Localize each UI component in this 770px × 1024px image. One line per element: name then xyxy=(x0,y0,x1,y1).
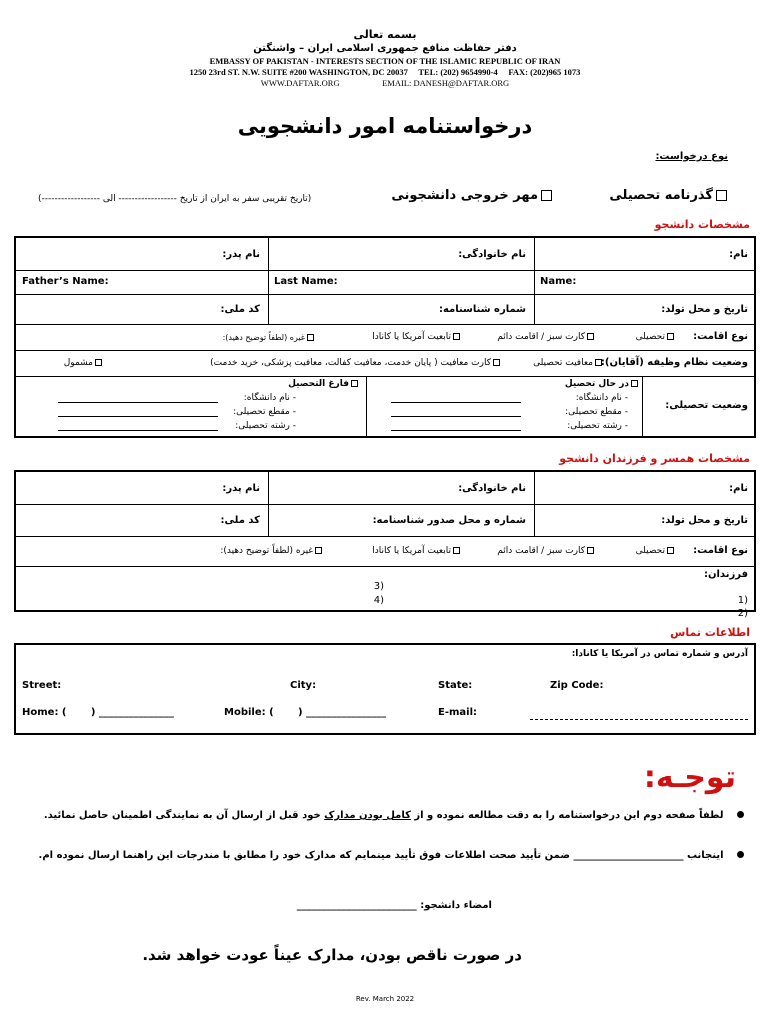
student-father-fa-label: نام پدر: xyxy=(222,249,260,260)
student-res-green[interactable]: کارت سبز / اقامت دائم xyxy=(497,332,596,342)
children-label: فرزندان: xyxy=(703,569,748,580)
request-option-transcript[interactable]: گذرنامه تحصیلی xyxy=(609,188,730,203)
notice-line-1: لطفاً صفحه دوم این درخواستنامه را به دقت مطالعه نموده و از کامل بودن مدارک خود قبل از ارسال آن به نمایندگی اطمینان حاصل نمائید. xyxy=(44,810,744,821)
basmala: بسمه تعالی xyxy=(353,28,417,41)
student-res-other[interactable]: غیره (لطفاً توضیح دهید): xyxy=(223,333,316,342)
contact-section-heading: اطلاعات تماس xyxy=(670,626,750,639)
edu-current-degree-line[interactable] xyxy=(391,416,521,417)
student-father-en-label: Father’s Name: xyxy=(22,276,109,287)
city-label: City: xyxy=(290,680,317,691)
family-lastname-label: نام خانوادگی: xyxy=(458,483,526,494)
family-res-citizen[interactable]: تابعیت آمریکا یا کانادا xyxy=(372,546,462,556)
edu-graduated[interactable]: فارغ التحصیل xyxy=(288,379,360,389)
edu-current-degree-label: - مقطع تحصیلی: xyxy=(565,407,628,417)
student-lastname-fa-label: نام خانوادگی: xyxy=(458,249,526,260)
notice-line-2: اینجانب ______________________ ضمن تأیید صحت اطلاعات فوق تأیید مینمایم که مدارک خود را مطابق با مندرجات این راهنما ارسال نموده ام. xyxy=(39,850,744,861)
bullet-icon xyxy=(737,811,744,818)
transcript-checkbox[interactable] xyxy=(716,190,727,201)
state-label: State: xyxy=(438,680,473,691)
student-lastname-en-label: Last Name: xyxy=(274,276,338,287)
child-4: 4) xyxy=(373,595,384,606)
request-option-exit-stamp[interactable]: مهر خروجی دانشجونی xyxy=(391,188,555,203)
student-residency-label: نوع اقامت: xyxy=(693,331,748,342)
edu-grad-major-line[interactable] xyxy=(58,430,218,431)
family-id-issue-label: شماره و محل صدور شناسنامه: xyxy=(372,515,526,526)
family-res-other[interactable]: غیره (لطفاً توضیح دهید): xyxy=(220,546,324,556)
incomplete-documents-warning: در صورت ناقص بودن، مدارک عیناً عودت خواهد شد. xyxy=(142,946,522,964)
education-status-label: وضعیت تحصیلی: xyxy=(665,400,748,411)
embassy-name-en: EMBASSY OF PAKISTAN - INTERESTS SECTION OF THE ISLAMIC REPUBLIC OF IRAN xyxy=(209,56,561,66)
military-subject[interactable]: مشمول xyxy=(64,358,104,368)
family-section-heading: مشخصات همسر و فرزندان دانشجو xyxy=(559,452,750,465)
edu-grad-university-line[interactable] xyxy=(58,402,218,403)
student-section-heading: مشخصات دانشجو xyxy=(654,218,750,231)
page-title: درخواستنامه امور دانشجویی xyxy=(237,114,533,138)
child-1: 1) xyxy=(737,595,748,606)
family-name-label: نام: xyxy=(729,483,748,494)
contact-address-label: آدرس و شماره تماس در آمریکا یا کانادا: xyxy=(571,649,748,659)
family-father-label: نام پدر: xyxy=(222,483,260,494)
child-2: 2) xyxy=(737,608,748,619)
student-res-citizen[interactable]: تابعیت آمریکا یا کانادا xyxy=(372,332,462,342)
contact-info-box xyxy=(14,643,756,735)
edu-current-major-label: - رشته تحصیلی: xyxy=(567,421,628,431)
student-name-en-label: Name: xyxy=(540,276,577,287)
family-national-code-label: کد ملی: xyxy=(220,515,260,526)
family-res-student[interactable]: تحصیلی xyxy=(636,546,676,556)
revision-note: Rev. March 2022 xyxy=(355,995,415,1003)
student-national-code-label: کد ملی: xyxy=(220,304,260,315)
exit-stamp-checkbox[interactable] xyxy=(541,190,552,201)
request-type-label: نوع درخواست: xyxy=(655,151,728,162)
bullet-icon xyxy=(737,851,744,858)
family-birth-label: تاریخ و محل تولد: xyxy=(661,515,748,526)
office-name-fa: دفتر حفاظت منافع جمهوری اسلامی ایران – واشنگتن xyxy=(253,43,517,54)
edu-current[interactable]: در حال تحصیل xyxy=(565,379,640,389)
edu-grad-major-label: - رشته تحصیلی: xyxy=(235,421,296,431)
family-info-table xyxy=(14,470,756,619)
home-phone-label: Home: ( ) _______________ xyxy=(22,707,174,718)
edu-grad-degree-line[interactable] xyxy=(58,416,218,417)
student-info-table xyxy=(14,236,756,438)
military-status-label: وضعیت نظام وظیفه (آقایان): xyxy=(600,357,748,368)
family-residency-label: نوع اقامت: xyxy=(693,545,748,556)
edu-grad-university-label: - نام دانشگاه: xyxy=(243,393,296,403)
child-3: 3) xyxy=(373,581,384,592)
edu-grad-degree-label: - مقطع تحصیلی: xyxy=(233,407,296,417)
student-res-student[interactable]: تحصیلی xyxy=(636,332,676,342)
notice-heading: توجـه: xyxy=(643,760,736,795)
edu-current-major-line[interactable] xyxy=(391,430,521,431)
student-id-number-label: شماره شناسنامه: xyxy=(438,304,526,315)
web-email-line: WWW.DAFTAR.ORG EMAIL: DANESH@DAFTAR.ORG xyxy=(260,78,510,88)
mobile-phone-label: Mobile: ( ) ________________ xyxy=(224,707,387,718)
street-label: Street: xyxy=(22,680,62,691)
student-name-fa-label: نام: xyxy=(729,249,748,260)
zip-label: Zip Code: xyxy=(550,680,604,691)
military-student-exempt[interactable]: معافیت تحصیلی xyxy=(533,358,604,368)
student-birth-label: تاریخ و محل تولد: xyxy=(661,304,748,315)
email-label: E-mail: xyxy=(438,707,478,718)
travel-date-note: (تاریخ تقریبی سفر به ایران از تاریخ ------------------ الی ------------------) xyxy=(38,194,312,204)
family-res-green[interactable]: کارت سبز / اقامت دائم xyxy=(497,546,596,556)
address-line: 1250 23rd ST. N.W. SUITE #200 WASHINGTON, DC 20037 TEL: (202) 9654990-4 FAX: (202)965 1073 xyxy=(189,67,581,77)
edu-current-university-label: - نام دانشگاه: xyxy=(575,393,628,403)
email-input-line[interactable] xyxy=(530,719,748,720)
edu-current-university-line[interactable] xyxy=(391,402,521,403)
military-exemption-card[interactable]: کارت معافیت ( پایان خدمت، معافیت کفالت، معافیت پزشکی، خرید خدمت) xyxy=(210,358,502,368)
student-signature-line[interactable]: امضاء دانشجو: ________________________ xyxy=(296,900,492,911)
